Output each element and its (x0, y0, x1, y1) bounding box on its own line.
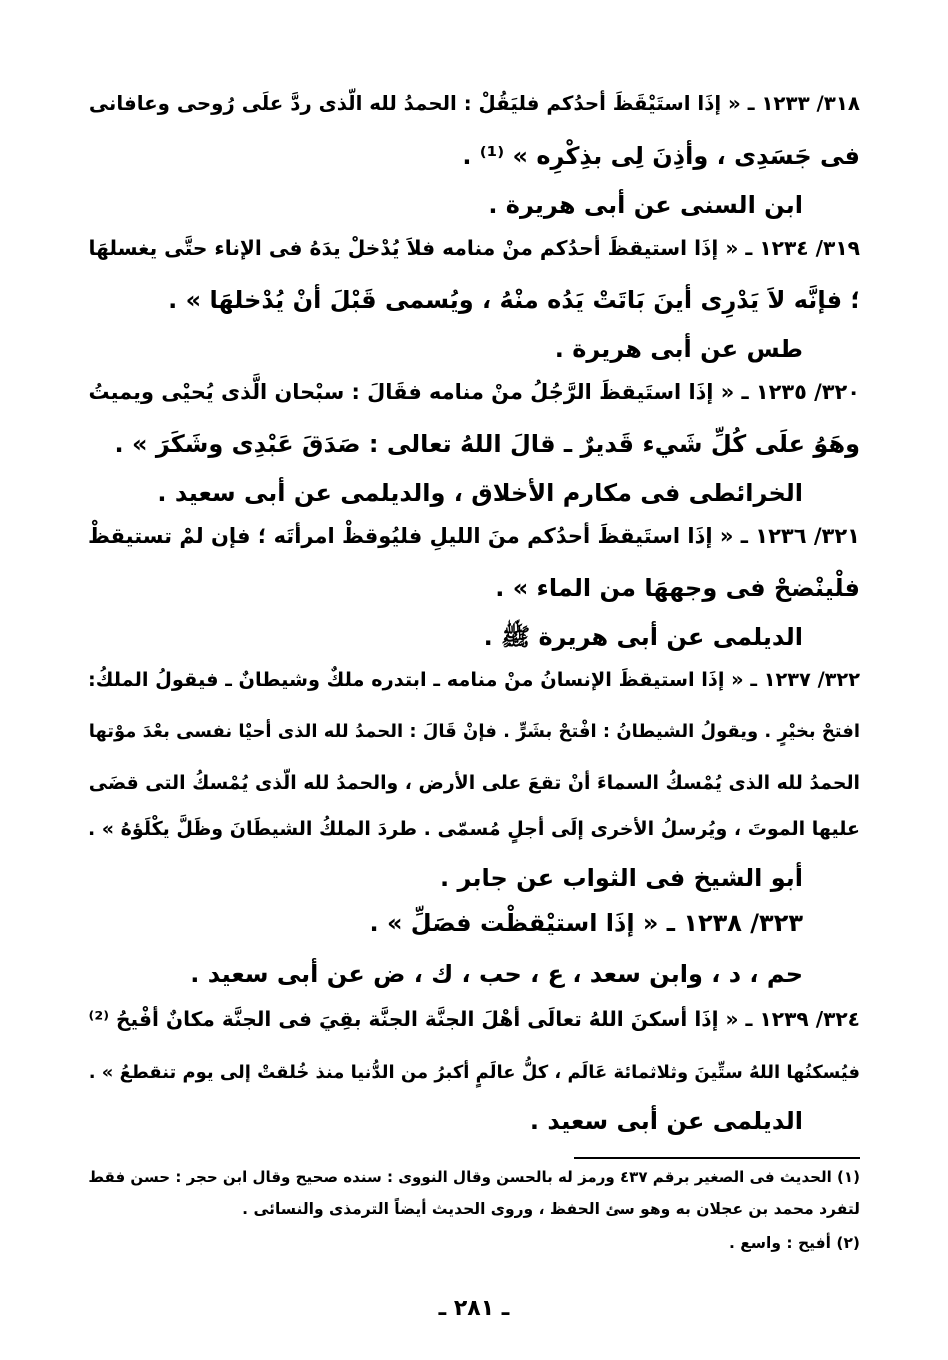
hadith-321-line-1: ٣٢١/ ١٢٣٦ ـ « إذَا استَيقظَ أحدُكم منَ الليلِ فليُوقظْ امرأتَه ؛ فإن لمْ تستيقظْ (88, 524, 860, 548)
hadith-320-line-1: ٣٢٠/ ١٢٣٥ ـ « إذَا استَيقظَ الرَّجُلُ منْ منامه فقَالَ : سبْحان الَّذى يُحيْى ويميتُ (88, 380, 860, 404)
source-322: أبو الشيخ فى الثواب عن جابر . (440, 864, 803, 892)
hadith-322-line-1: ٣٢٢/ ١٢٣٧ ـ « إذَا استيقظَ الإنسانُ منْ منامه ـ ابتدره ملكٌ وشيطانٌ ـ فيقولُ الملكُ: (88, 668, 860, 691)
hadith-319-line-1: ٣١٩/ ١٢٣٤ ـ « إذَا استيقظَ أحدُكم منْ منامه فلاَ يُدْخلْ يدَهُ فى الإناء حتَّى يغسلهَا (88, 236, 860, 260)
source-324: الديلمى عن أبى سعيد . (529, 1107, 803, 1135)
source-321: الديلمى عن أبى هريرة ﷺ . (483, 623, 803, 651)
footnote-1-line-2: لتفرد محمد بن عجلان به وهو سئ الحفظ ، وروى الحديث أيضاً الترمذى والنسائى . (242, 1200, 860, 1218)
hadith-318-line-2: فى جَسَدِى ، وأذِنَ لِى بذِكْرِه » ⁽¹⁾ . (462, 142, 860, 170)
hadith-322-line-4: عليها الموتَ ، ويُرسلُ الأخرى إلَى أجلٍ مُسمّى . طردَ الملكُ الشيطَانَ وظَلَّ يكْلَؤهُ » . (87, 818, 860, 840)
hadith-324-line-2: فيُسكنُها اللهُ ستِّينَ وثلاثمائة عَالَم ، كلُّ عالَمٍ أكبرُ من الدُّنيا منذ خُلقتْ إلى يوم تنقطعُ » . (88, 1062, 860, 1083)
footnote-separator (574, 1157, 860, 1159)
source-323: حم ، د ، وابن سعد ، ع ، حب ، ك ، ض عن أبى سعيد . (190, 960, 803, 988)
hadith-322-line-3: الحمدُ لله الذى يُمْسكُ السماءَ أنْ تقعَ على الأرض ، والحمدُ لله الّذى يُمْسكُ التى قضَى (88, 773, 860, 794)
footnote-1-line-1: (١) الحديث فى الصغير برقم ٤٣٧ ورمز له بالحسن وقال النووى : سنده صحيح وقال ابن حجر : حسن فقط (88, 1168, 860, 1186)
page-number: ـ ٢٨١ ـ (438, 1296, 510, 1321)
hadith-321-line-2: فلْينْضحْ فى وجههَا من الماء » . (495, 574, 860, 602)
hadith-322-line-2: افتحْ بخيْرٍ . ويقولُ الشيطانُ : افْتحْ بشَرٍّ . فإنْ قَالَ : الحمدُ لله الذى أحيْا نفسى بعْدَ موْتها (88, 721, 860, 742)
source-319: طس عن أبى هريرة . (554, 335, 803, 363)
hadith-320-line-2: وهَوُ علَى كُلِّ شَيء قَديرٌ ـ قالَ اللهُ تعالى : صَدَقَ عَبْدِى وشَكَرَ » . (114, 430, 860, 458)
hadith-324-line-1: ٣٢٤/ ١٢٣٩ ـ « إذَا أسكنَ اللهُ تعالَى أهْلَ الجنَّة الجنَّة بقِيَ فى الجنَّة مكانٌ أفْيحُ ⁽²⁾ (88, 1007, 860, 1031)
hadith-318-line-1: ٣١٨/ ١٢٣٣ ـ « إذَا استَيْقَظَ أحدُكم فليَقُلْ : الحمدُ لله الّذى ردَّ علَى رُوحى وعافانى (88, 92, 860, 115)
hadith-319-line-2: ؛ فإنَّه لاَ يَدْرِى أينَ بَاتَتْ يَدُه منْهُ ، ويُسمى قَبْلَ أنْ يُدْخلهَا » . (168, 286, 860, 314)
source-320: الخرائطى فى مكارم الأخلاق ، والديلمى عن أبى سعيد . (157, 479, 803, 507)
footnote-2: (٢) أفيح : واسع . (728, 1234, 860, 1252)
source-318: ابن السنى عن أبى هريرة . (488, 191, 803, 219)
hadith-323-line-1: ٣٢٣/ ١٢٣٨ ـ « إذَا استيْقظْت فصَلِّ » . (369, 909, 803, 937)
